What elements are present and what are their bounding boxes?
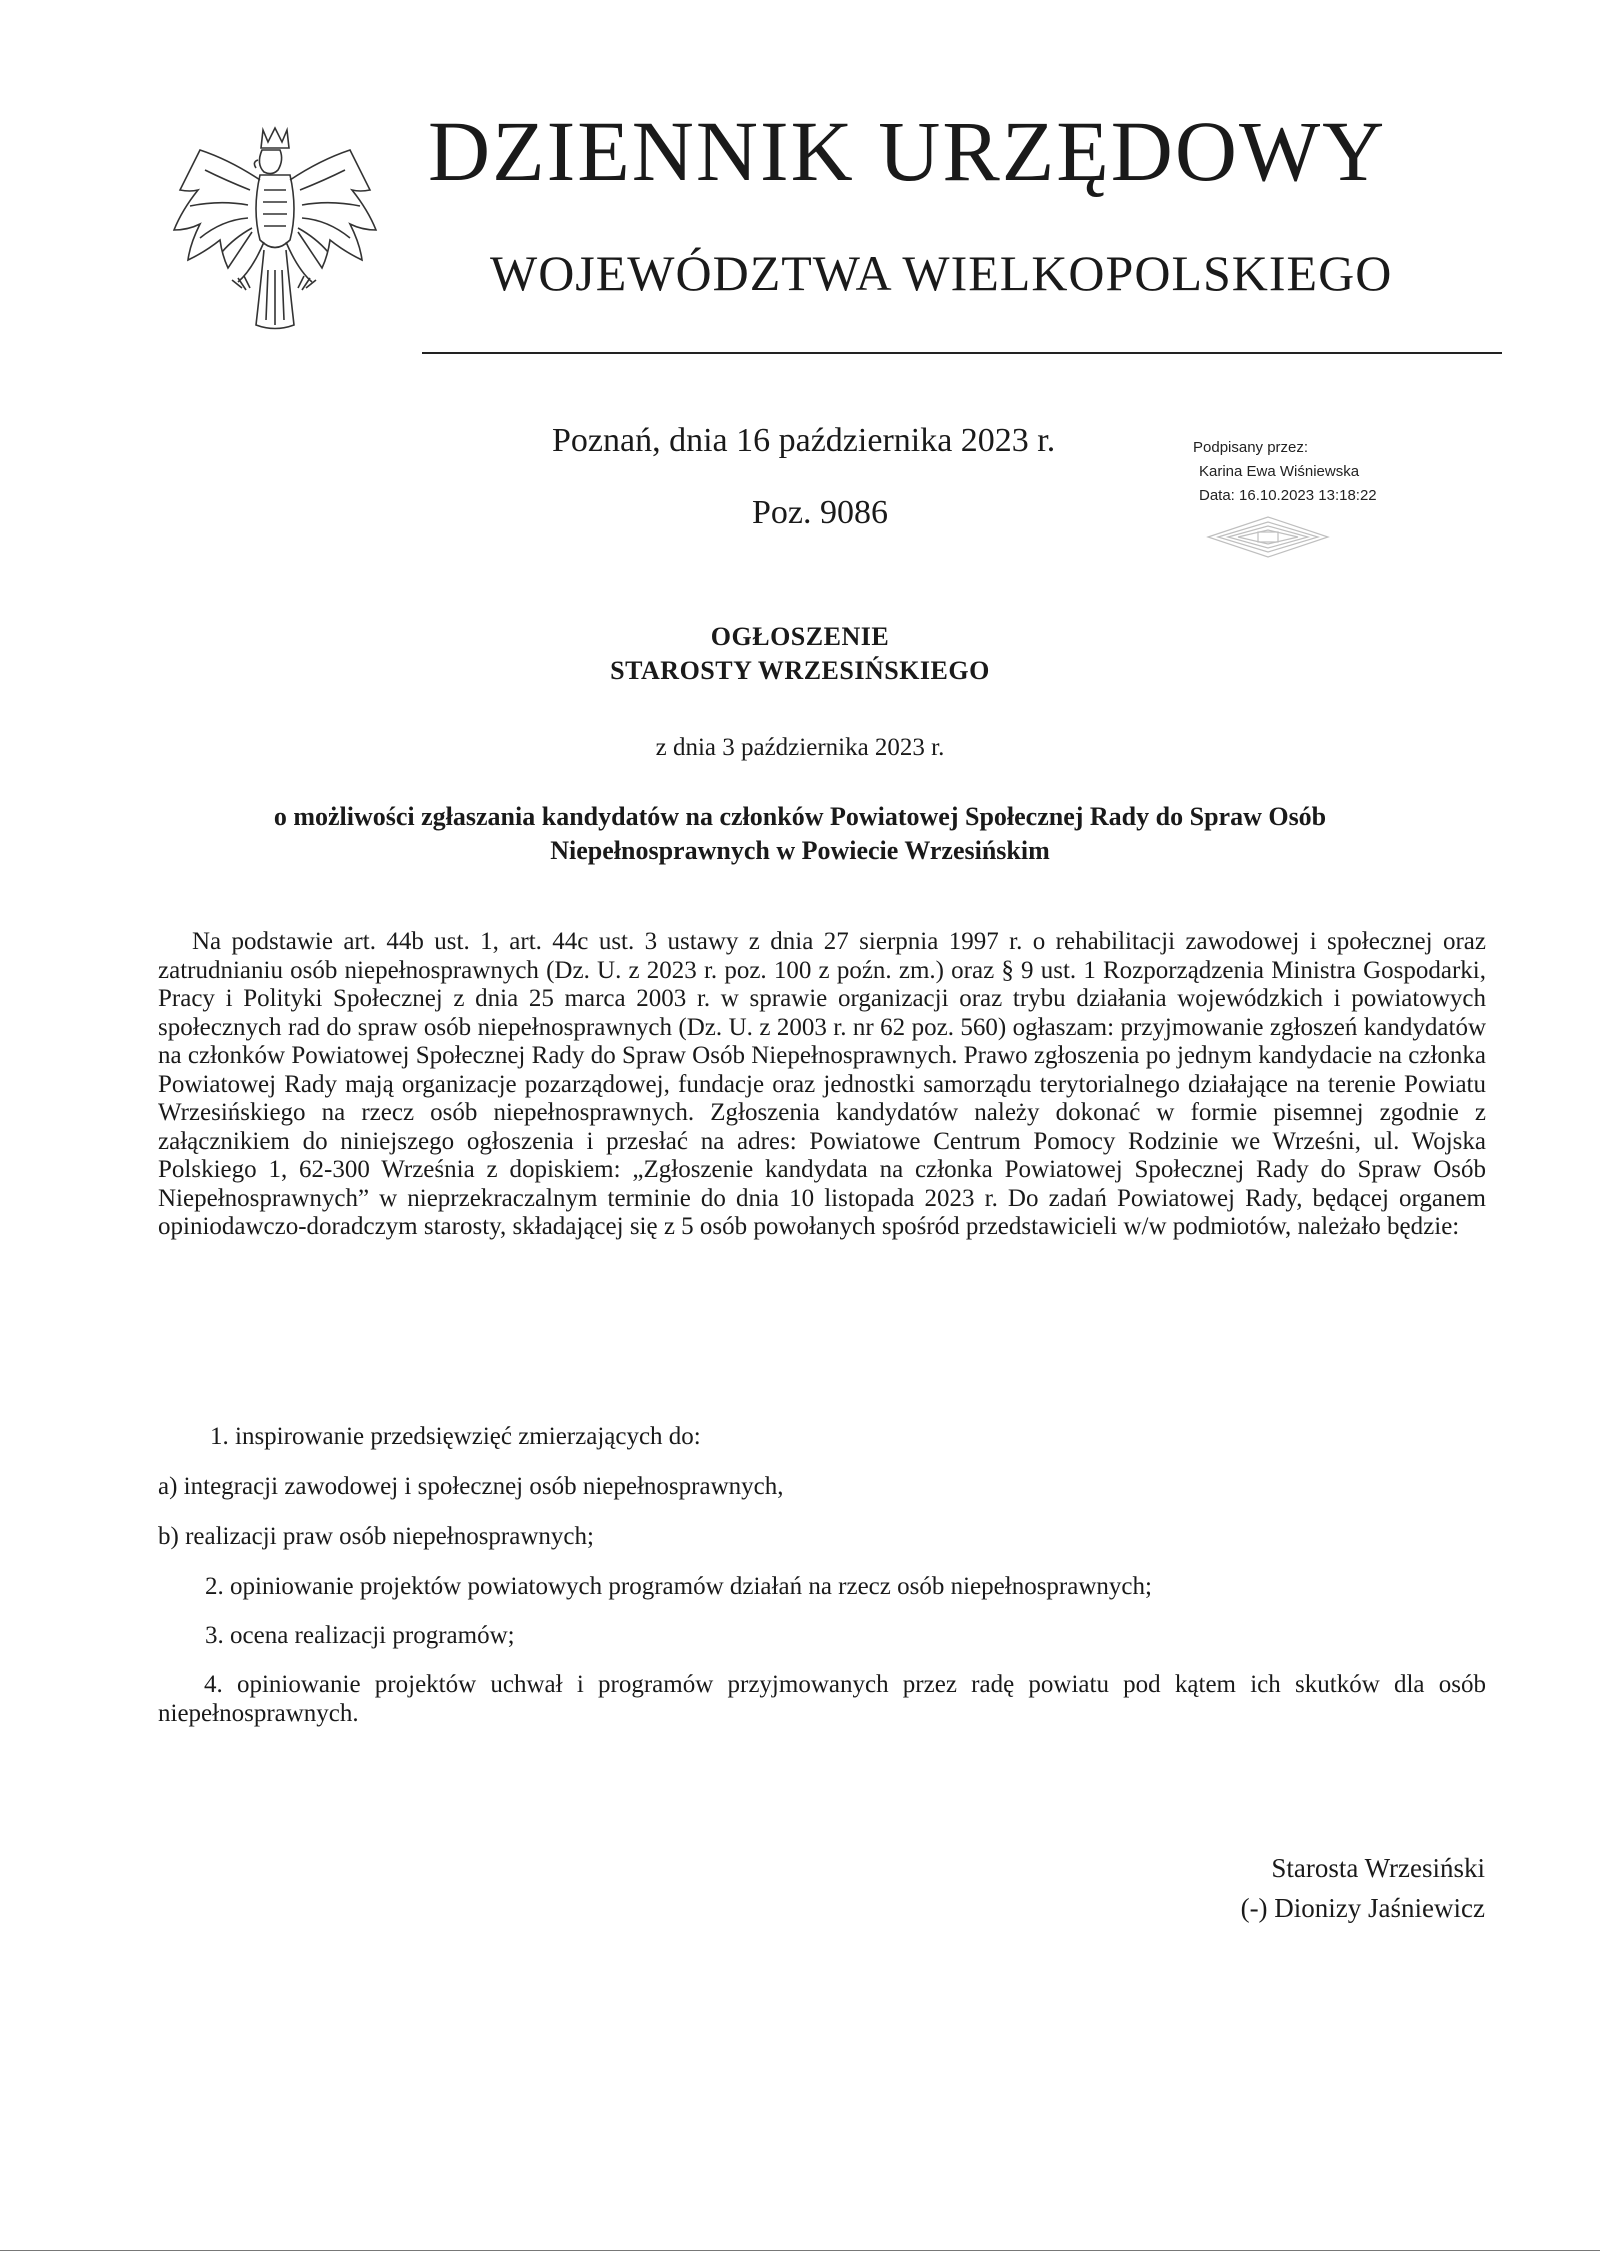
polish-eagle-emblem xyxy=(160,120,390,340)
list-item: 3. ocena realizacji programów; xyxy=(205,1622,515,1649)
signature-name: Karina Ewa Wiśniewska xyxy=(1199,463,1360,480)
publication-place-date: Poznań, dnia 16 października 2023 r. xyxy=(552,422,1056,459)
signature-label: Podpisany przez: xyxy=(1193,439,1309,456)
signer-block xyxy=(1241,1848,1485,1928)
document-date: z dnia 3 października 2023 r. xyxy=(655,734,945,761)
body-paragraph: Na podstawie art. 44b ust. 1, art. 44c ust. 3 ustawy z dnia 27 sierpnia 1997 r. o rehabilitacji zawodowej i społecznej oraz zatrudnianiu osób niepełnosprawnych (Dz. U. z 2023 r. poz. 100 z poźn. zm.) oraz § 9 ust. 1 Rozporządzenia Ministra Gospodarki, Pracy i Polityki Społecznej z dnia 25 marca 2003 r. w sprawie organizacji oraz trybu działania wojewódzkich i powiatowych społecznych rad do spraw osób niepełnosprawnych (Dz. U. z 2003 r. nr 62 poz. 560) ogłaszam: przyjmowanie zgłoszeń kandydatów na członków Powiatowej Społecznej Rady do Spraw Osób Niepełnosprawnych. Prawo zgłoszenia po jednym kandydacie na członka Powiatowej Rady mają organizacje pozarządowej, fundacje oraz jednostki samorządu terytorialnego działające na terenie Powiatu Wrzesińskiego na rzecz osób niepełnosprawnych. Zgłoszenia kandydatów należy dokonać w formie pisemnej zgodnie z załącznikiem do niniejszego ogłoszenia i przesłać na adres: Powiatowe Centrum Pomocy Rodzinie we Wrześni, ul. Wojska Polskiego 1, 62-300 Września z dopiskiem: „Zgłoszenie kandydata na członka Powiatowej Społecznej Rady do Spraw Osób Niepełnosprawnych” w nieprzekraczalnym terminie do dnia 10 listopada 2023 r. Do zadań Powiatowej Rady, będącej organem opiniodawczo-doradczym starosty, składającej się z 5 osób powołanych spośród przedstawicieli w/w podmiotów, należało będzie: xyxy=(158,928,1486,1240)
signature-date: Data: 16.10.2023 13:18:22 xyxy=(1199,487,1377,504)
electronic-signature-block xyxy=(1193,436,1377,508)
list-item: b) realizacji praw osób niepełnosprawnych; xyxy=(158,1523,594,1550)
list-item: 4. opiniowanie projektów uchwał i programów przyjmowanych przez radę powiatu pod kątem ich skutków dla osób niepełnosprawnych. xyxy=(158,1671,1486,1727)
signature-stamp-icon xyxy=(1198,512,1338,562)
list-item: 1. inspirowanie przedsięwzięć zmierzających do: xyxy=(210,1423,701,1450)
list-item: 2. opiniowanie projektów powiatowych programów działań na rzecz osób niepełnosprawnych; xyxy=(205,1573,1152,1600)
header-rule xyxy=(422,352,1502,354)
page-bottom-edge xyxy=(0,2250,1600,2251)
document-issuer: STAROSTY WRZESIŃSKIEGO xyxy=(610,656,990,685)
position-number: Poz. 9086 xyxy=(752,494,888,531)
journal-title: DZIENNIK URZĘDOWY xyxy=(428,103,1387,199)
signer-title: Starosta Wrzesiński xyxy=(1271,1853,1485,1883)
signer-name: (-) Dionizy Jaśniewicz xyxy=(1240,1893,1485,1923)
document-subject: o możliwości zgłaszania kandydatów na członków Powiatowej Społecznej Rady do Spraw Osób Niepełnosprawnych w Powiecie Wrzesińskim xyxy=(273,802,1327,865)
journal-subtitle: WOJEWÓDZTWA WIELKOPOLSKIEGO xyxy=(490,245,1393,301)
list-item: a) integracji zawodowej i społecznej osób niepełnosprawnych, xyxy=(158,1473,784,1500)
document-type: OGŁOSZENIE xyxy=(710,622,890,651)
